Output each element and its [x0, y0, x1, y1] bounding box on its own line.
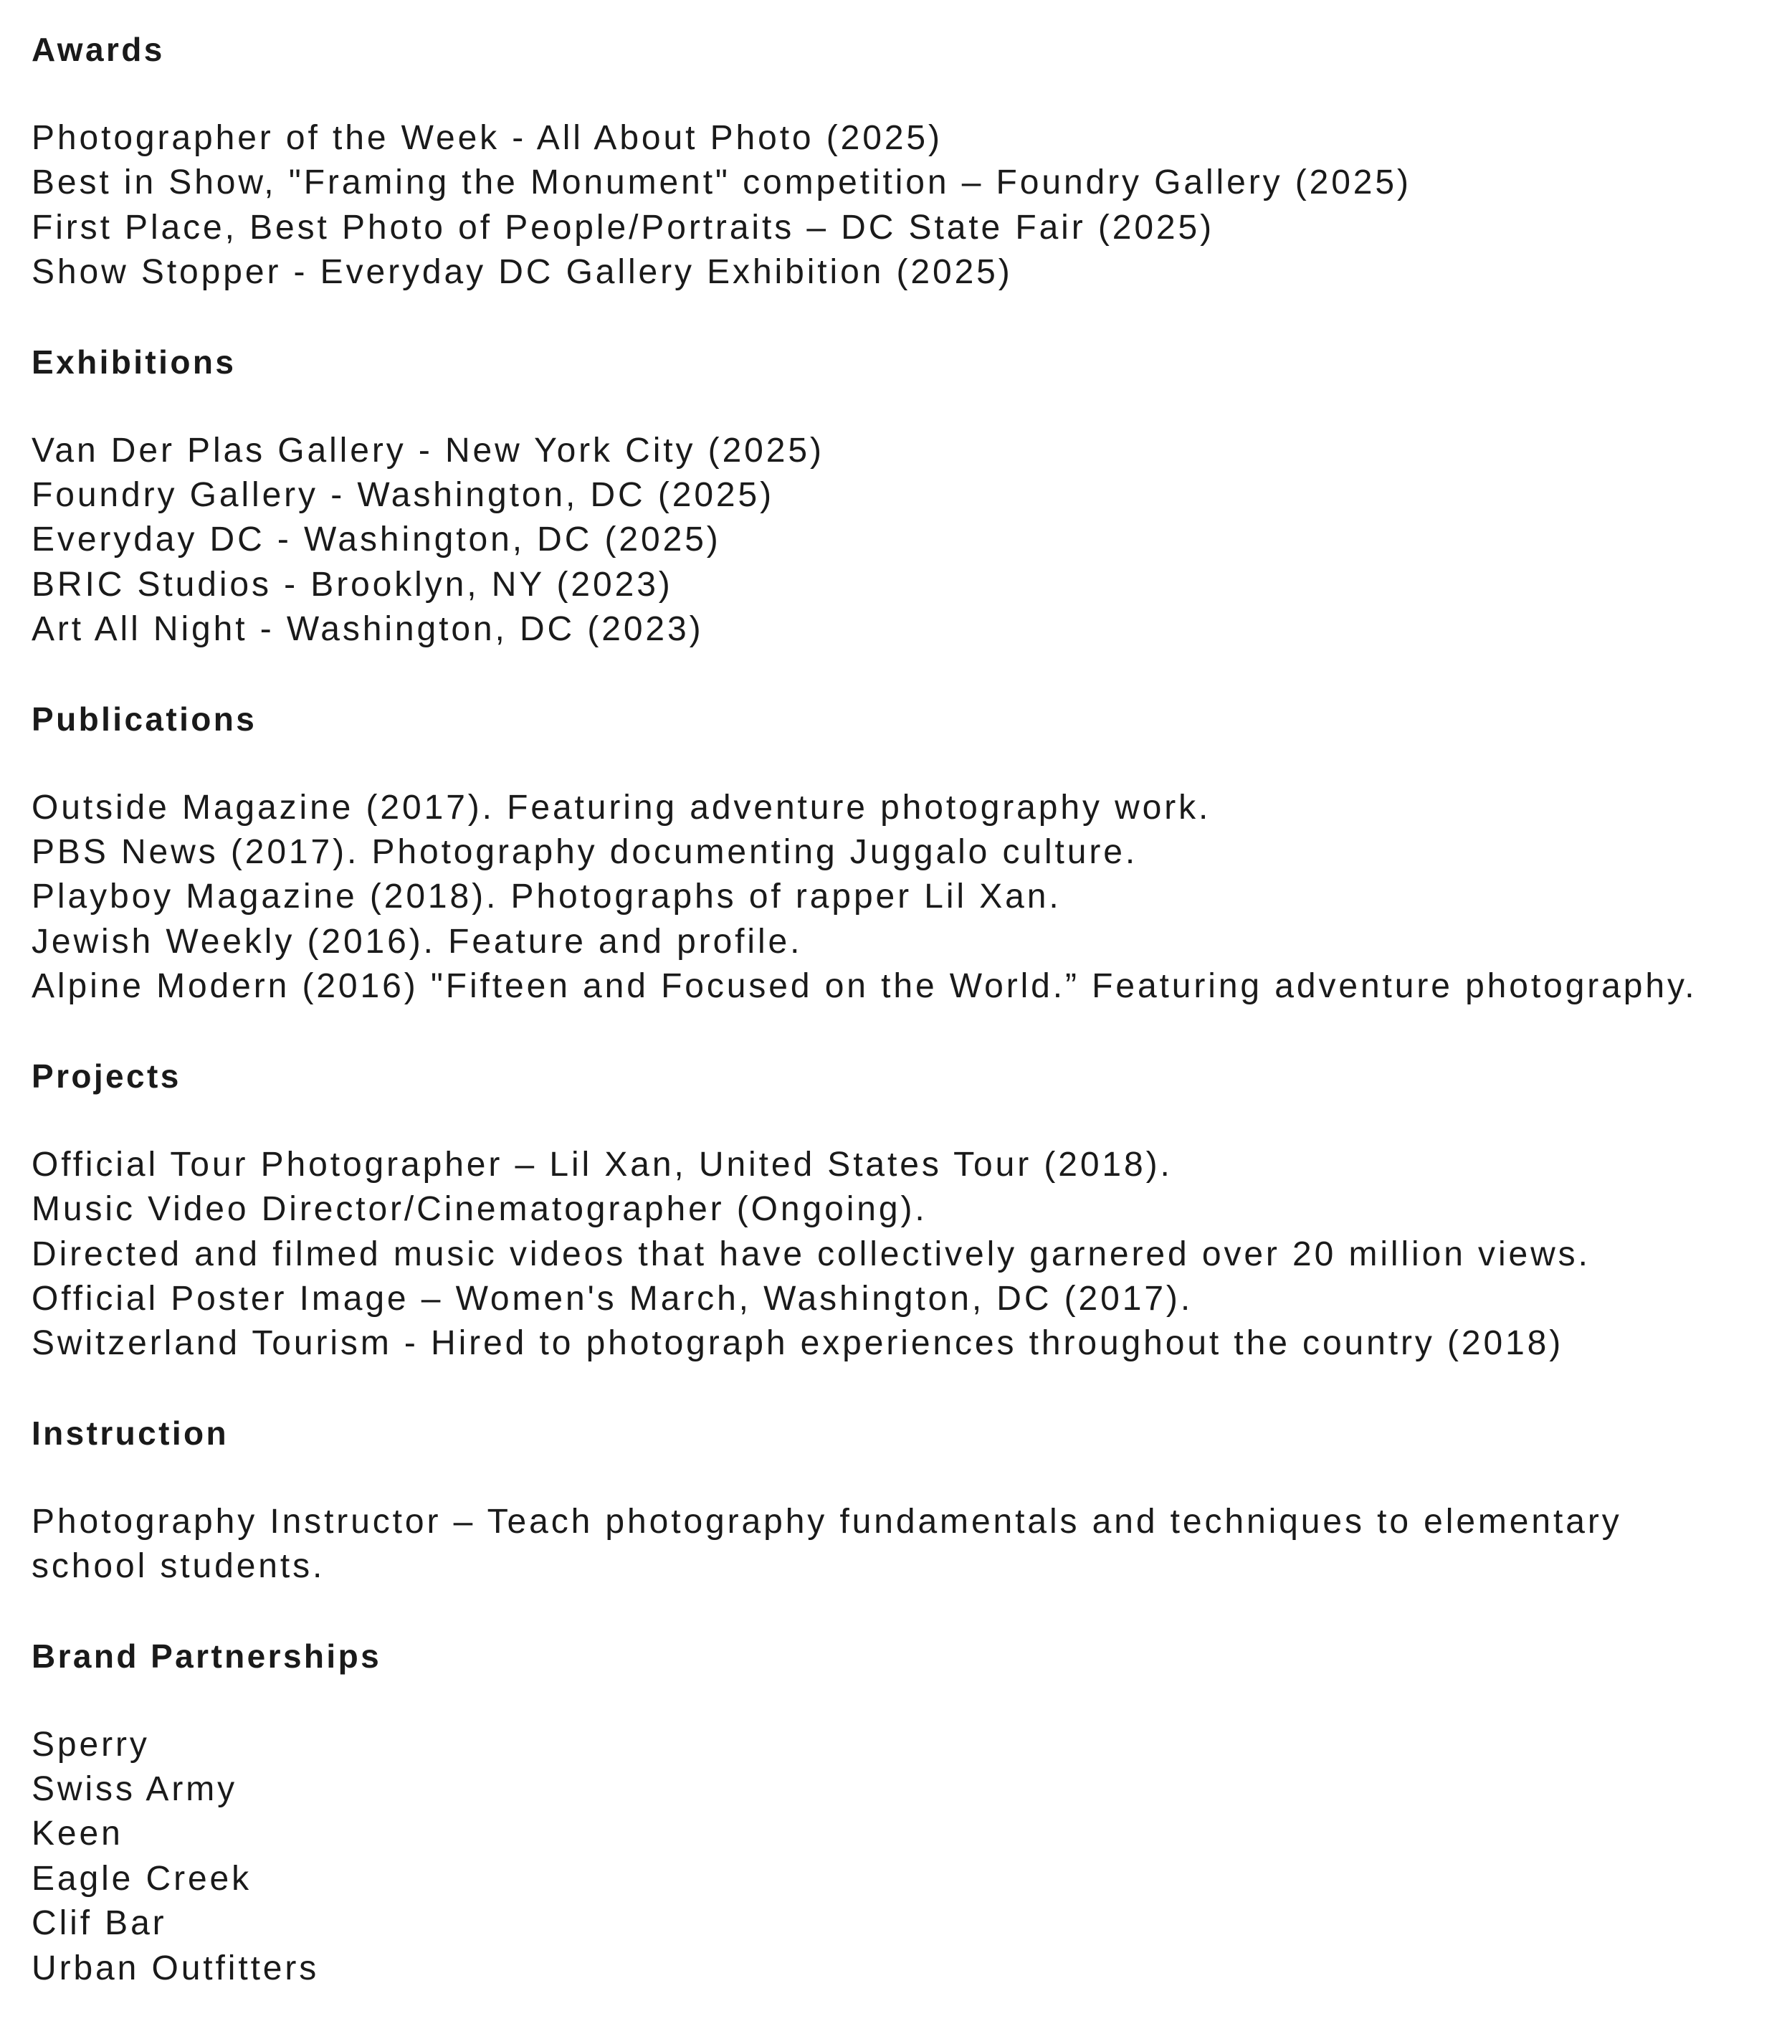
list-item: Jewish Weekly (2016). Feature and profile.	[32, 922, 803, 961]
section-heading: Publications	[32, 700, 257, 738]
section-heading: Instruction	[32, 1414, 229, 1452]
list-item: Directed and filmed music videos that have collectively garnered over 20 million views.	[32, 1235, 1591, 1273]
list-item: PBS News (2017). Photography documenting Juggalo culture.	[32, 833, 1138, 872]
brand-partnerships-list	[32, 1723, 1766, 1991]
list-item: Photographer of the Week - All About Photo (2025)	[32, 119, 943, 157]
awards-list	[32, 116, 1766, 295]
list-item: Best in Show, "Framing the Monument" competition – Foundry Gallery (2025)	[32, 163, 1411, 202]
list-item: Art All Night - Washington, DC (2023)	[32, 610, 704, 649]
list-item: BRIC Studios - Brooklyn, NY (2023)	[32, 565, 673, 604]
list-item: Foundry Gallery - Washington, DC (2025)	[32, 476, 774, 515]
list-item: Outside Magazine (2017). Featuring adventure photography work.	[32, 788, 1211, 827]
section-heading: Projects	[32, 1057, 181, 1095]
list-item: Show Stopper - Everyday DC Gallery Exhibition (2025)	[32, 253, 1013, 292]
section-heading: Awards	[32, 31, 165, 68]
list-item: Eagle Creek	[32, 1859, 252, 1898]
instruction-section	[32, 1411, 1766, 1589]
list-item: Alpine Modern (2016) "Fifteen and Focused on the World.” Featuring adventure photography.	[32, 967, 1697, 1006]
list-item: Keen	[32, 1815, 123, 1853]
list-item: Official Poster Image – Women's March, Washington, DC (2017).	[32, 1279, 1193, 1318]
list-item: Van Der Plas Gallery - New York City (2025)	[32, 431, 824, 470]
instruction-list	[32, 1500, 1766, 1589]
resume-document	[32, 27, 1766, 1991]
publications-list	[32, 786, 1766, 1009]
list-item: Official Tour Photographer – Lil Xan, United States Tour (2018).	[32, 1145, 1173, 1184]
list-item: Switzerland Tourism - Hired to photograph experiences throughout the country (2018)	[32, 1324, 1564, 1363]
awards-section	[32, 27, 1766, 295]
list-item: Urban Outfitters	[32, 1949, 320, 1987]
list-item: Music Video Director/Cinematographer (Ongoing).	[32, 1190, 928, 1229]
brand-partnerships-section	[32, 1634, 1766, 1991]
list-item: Sperry	[32, 1725, 150, 1764]
projects-section	[32, 1054, 1766, 1366]
list-item: Everyday DC - Washington, DC (2025)	[32, 520, 721, 559]
exhibitions-section	[32, 340, 1766, 652]
list-item: First Place, Best Photo of People/Portraits – DC State Fair (2025)	[32, 208, 1215, 247]
publications-section	[32, 697, 1766, 1009]
list-item: Swiss Army	[32, 1769, 238, 1808]
projects-list	[32, 1143, 1766, 1366]
exhibitions-list	[32, 429, 1766, 652]
section-heading: Brand Partnerships	[32, 1637, 382, 1675]
list-item: Photography Instructor – Teach photography fundamentals and techniques to elementary school students.	[32, 1502, 1622, 1586]
list-item: Clif Bar	[32, 1904, 167, 1943]
section-heading: Exhibitions	[32, 343, 237, 381]
list-item: Playboy Magazine (2018). Photographs of rapper Lil Xan.	[32, 878, 1062, 916]
